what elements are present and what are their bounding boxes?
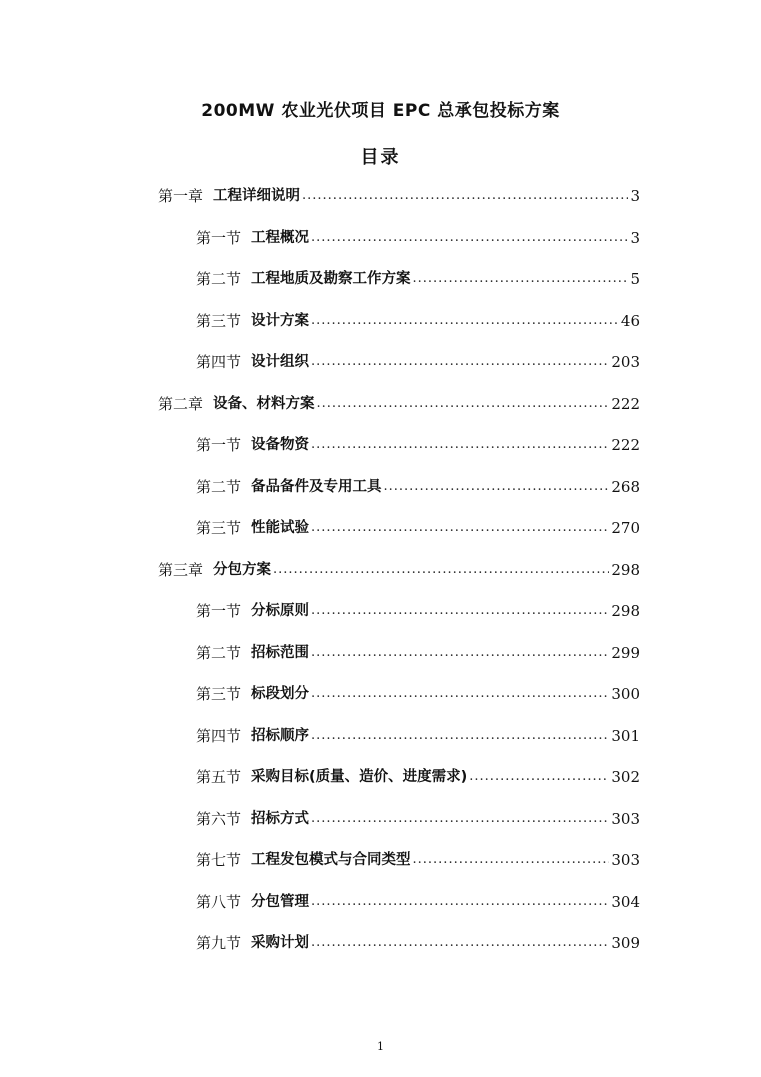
toc-dot-leader <box>311 933 609 953</box>
toc-entry-label: 第五节 <box>196 768 242 786</box>
document-title: 200MW 农业光伏项目 EPC 总承包投标方案 <box>201 101 560 121</box>
toc-dot-leader <box>311 726 609 746</box>
toc-entry-page: 301 <box>611 727 640 745</box>
toc-entry-title: 标段划分 <box>251 686 310 702</box>
toc-entry-page: 3 <box>630 229 640 247</box>
toc-entry-label: 第二节 <box>196 644 242 662</box>
toc-entry-label: 第一节 <box>196 602 242 620</box>
toc-entry[interactable] <box>196 886 640 912</box>
toc-entry-title: 工程地质及勘察工作方案 <box>251 271 411 287</box>
toc-entry-title: 设备、材料方案 <box>213 396 315 412</box>
toc-entry-label: 第三节 <box>196 685 242 703</box>
toc-entry-page: 304 <box>611 893 640 911</box>
toc-dot-leader <box>311 892 609 912</box>
toc-entry-page: 270 <box>611 519 640 537</box>
toc-entry-title: 分包管理 <box>251 894 310 910</box>
toc-dot-leader <box>311 684 609 704</box>
toc-entry-label: 第四节 <box>196 353 242 371</box>
toc-entry-page: 203 <box>611 353 640 371</box>
toc-entry-label: 第一节 <box>196 229 242 247</box>
toc-entry[interactable] <box>196 803 640 829</box>
toc-entry-page: 302 <box>611 768 640 786</box>
toc-entry-label: 第三节 <box>196 312 242 330</box>
toc-entry[interactable] <box>158 180 640 206</box>
toc-entry-page: 3 <box>630 187 640 205</box>
toc-entry-label: 第二节 <box>196 270 242 288</box>
toc-entry-label: 第二章 <box>158 395 204 413</box>
toc-entry-page: 5 <box>630 270 640 288</box>
toc-dot-leader <box>413 269 629 289</box>
toc-dot-leader <box>311 809 609 829</box>
toc-entry-title: 工程发包模式与合同类型 <box>251 852 411 868</box>
toc-dot-leader <box>311 435 609 455</box>
toc-entry-title: 设计组织 <box>251 354 310 370</box>
toc-entry[interactable] <box>196 346 640 372</box>
toc-entry[interactable] <box>196 471 640 497</box>
toc-entry[interactable] <box>196 305 640 331</box>
toc-dot-leader <box>413 850 610 870</box>
toc-dot-leader <box>273 560 609 580</box>
toc-entry[interactable] <box>196 263 640 289</box>
toc-entry[interactable] <box>158 554 640 580</box>
toc-entry-label: 第九节 <box>196 934 242 952</box>
toc-entry-title: 设计方案 <box>251 313 310 329</box>
toc-entry[interactable] <box>196 761 640 787</box>
toc-entry-page: 222 <box>611 395 640 413</box>
toc-entry-label: 第二节 <box>196 478 242 496</box>
toc-dot-leader <box>311 352 609 372</box>
toc-heading: 目录 <box>360 147 401 168</box>
toc-entry-label: 第六节 <box>196 810 242 828</box>
page-number: 1 <box>377 1040 384 1053</box>
toc-dot-leader <box>469 767 609 787</box>
toc-entry-page: 268 <box>611 478 640 496</box>
toc-entry-title: 采购计划 <box>251 935 310 951</box>
toc-entry-title: 设备物资 <box>251 437 310 453</box>
toc-entry-title: 性能试验 <box>251 520 310 536</box>
toc-entry-page: 298 <box>611 561 640 579</box>
toc-dot-leader <box>311 228 628 248</box>
toc-entry-label: 第三章 <box>158 561 204 579</box>
toc-entry-label: 第三节 <box>196 519 242 537</box>
toc-dot-leader <box>317 394 610 414</box>
toc-entry[interactable] <box>196 678 640 704</box>
toc-dot-leader <box>311 601 609 621</box>
toc-entry-page: 46 <box>620 312 640 330</box>
toc-entry-page: 300 <box>611 685 640 703</box>
toc-entry[interactable] <box>196 222 640 248</box>
toc-entry[interactable] <box>196 429 640 455</box>
toc-dot-leader <box>311 518 609 538</box>
toc-entry-page: 298 <box>611 602 640 620</box>
toc-entry[interactable] <box>196 720 640 746</box>
toc-entry[interactable] <box>196 595 640 621</box>
toc-entry-label: 第四节 <box>196 727 242 745</box>
toc-entry-title: 招标方式 <box>251 811 310 827</box>
toc-dot-leader <box>311 311 619 331</box>
toc-entry-page: 309 <box>611 934 640 952</box>
toc-dot-leader <box>302 186 628 206</box>
toc-entry-title: 分标原则 <box>251 603 310 619</box>
toc-dot-leader <box>311 643 609 663</box>
toc-entry-label: 第七节 <box>196 851 242 869</box>
toc-entry[interactable] <box>196 844 640 870</box>
toc-entry-page: 299 <box>611 644 640 662</box>
toc-entry-title: 备品备件及专用工具 <box>251 479 382 495</box>
toc-entry-page: 303 <box>611 851 640 869</box>
toc-entry[interactable] <box>196 512 640 538</box>
toc-entry-title: 招标顺序 <box>251 728 310 744</box>
toc-entry-title: 招标范围 <box>251 645 310 661</box>
toc-entry-label: 第八节 <box>196 893 242 911</box>
toc-entry-title: 工程概况 <box>251 230 310 246</box>
toc-entry[interactable] <box>158 388 640 414</box>
toc-entry-title: 采购目标(质量、造价、进度需求) <box>251 769 468 785</box>
toc-entry-label: 第一章 <box>158 187 204 205</box>
toc-entry-title: 分包方案 <box>213 562 272 578</box>
toc-entry-page: 303 <box>611 810 640 828</box>
toc-entry-label: 第一节 <box>196 436 242 454</box>
toc-dot-leader <box>384 477 610 497</box>
toc-entry[interactable] <box>196 637 640 663</box>
toc-entry-title: 工程详细说明 <box>213 188 301 204</box>
toc-entry-page: 222 <box>611 436 640 454</box>
toc-entry[interactable] <box>196 927 640 953</box>
